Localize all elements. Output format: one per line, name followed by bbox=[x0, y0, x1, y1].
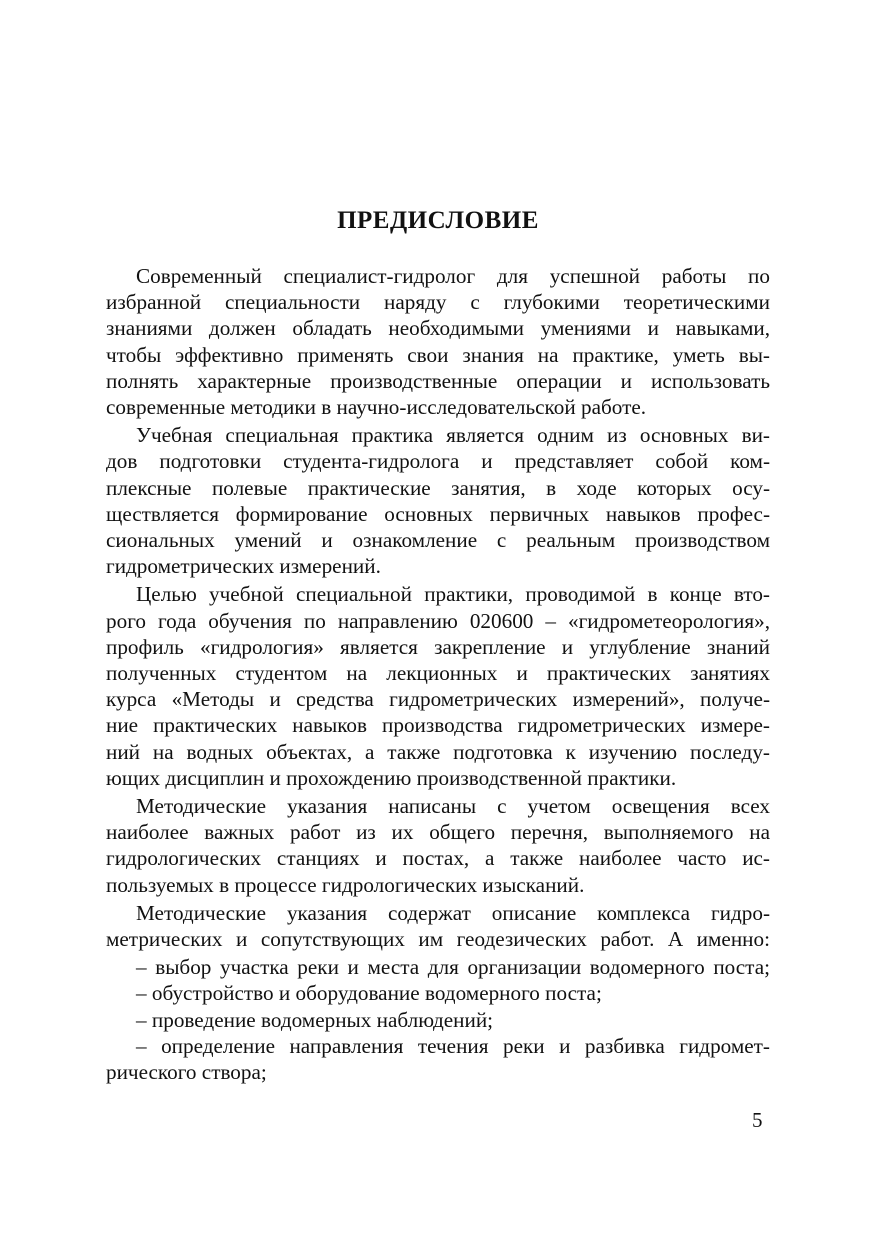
page-body bbox=[106, 263, 770, 1085]
text-line: метрических и сопутствующих им геодезических работ. А именно: bbox=[106, 927, 770, 952]
text-line: Целью учебной специальной практики, проводимой в конце вто- bbox=[136, 582, 770, 607]
text-line: Методические указания написаны с учетом освещения всех bbox=[136, 794, 770, 819]
text-line: полученных студентом на лекционных и практических занятиях bbox=[106, 661, 770, 686]
paragraph bbox=[106, 263, 770, 420]
text-line: – проведение водомерных наблюдений; bbox=[136, 1007, 494, 1032]
text-line: знаниями должен обладать необходимыми умениями и навыками, bbox=[106, 316, 770, 341]
text-line: гидрологических станциях и постах, а также наиболее часто ис- bbox=[106, 846, 770, 871]
text-line: ние практических навыков производства гидрометрических измере- bbox=[106, 713, 770, 738]
text-line: полнять характерные производственные операции и использовать bbox=[106, 368, 770, 393]
page-title: ПРЕДИСЛОВИЕ bbox=[337, 207, 539, 234]
text-line: Методические указания содержат описание комплекса гидро- bbox=[136, 900, 770, 925]
list-item bbox=[106, 1007, 770, 1033]
list-item bbox=[106, 954, 770, 980]
text-line: сиональных умений и ознакомление с реальным производством bbox=[106, 528, 770, 553]
text-line: дов подготовки студента-гидролога и представляет собой ком- bbox=[106, 449, 770, 474]
text-line: рого года обучения по направлению 020600 – «гидрометеорология», bbox=[106, 608, 770, 633]
text-line: рического створа; bbox=[106, 1060, 267, 1085]
list-item bbox=[106, 1033, 770, 1085]
text-line: пользуемых в процессе гидрологических изысканий. bbox=[106, 872, 585, 897]
paragraph bbox=[106, 422, 770, 579]
list-item bbox=[106, 980, 770, 1006]
text-line: Учебная специальная практика является одним из основных ви- bbox=[136, 423, 770, 448]
paragraph bbox=[106, 581, 770, 791]
text-line: Современный специалист-гидролог для успешной работы по bbox=[136, 264, 770, 288]
text-line: курса «Методы и средства гидрометрических измерений», получе- bbox=[106, 687, 770, 712]
text-line: гидрометрических измерений. bbox=[106, 554, 381, 579]
text-line: избранной специальности наряду с глубокими теоретическими bbox=[106, 290, 770, 315]
page-number: 5 bbox=[752, 1108, 763, 1132]
text-line: – выбор участка реки и места для организации водомерного поста; bbox=[136, 955, 770, 980]
text-line: – определение направления течения реки и разбивка гидромет- bbox=[136, 1033, 770, 1058]
text-line: ществляется формирование основных первичных навыков профес- bbox=[106, 501, 770, 526]
paragraph bbox=[106, 900, 770, 952]
text-line: плексные полевые практические занятия, в ходе которых осу- bbox=[106, 475, 770, 500]
text-line: чтобы эффективно применять свои знания на практике, уметь вы- bbox=[106, 342, 770, 367]
paragraph bbox=[106, 793, 770, 898]
text-line: наиболее важных работ из их общего перечня, выполняемого на bbox=[106, 820, 770, 845]
text-line: ний на водных объектах, а также подготовка к изучению последу- bbox=[106, 739, 770, 764]
text-line: современные методики в научно-исследовательской работе. bbox=[106, 395, 647, 420]
text-line: профиль «гидрология» является закрепление и углубление знаний bbox=[106, 634, 770, 659]
text-line: ющих дисциплин и прохождению производственной практики. bbox=[106, 765, 677, 790]
text-line: – обустройство и оборудование водомерного поста; bbox=[136, 981, 602, 1006]
